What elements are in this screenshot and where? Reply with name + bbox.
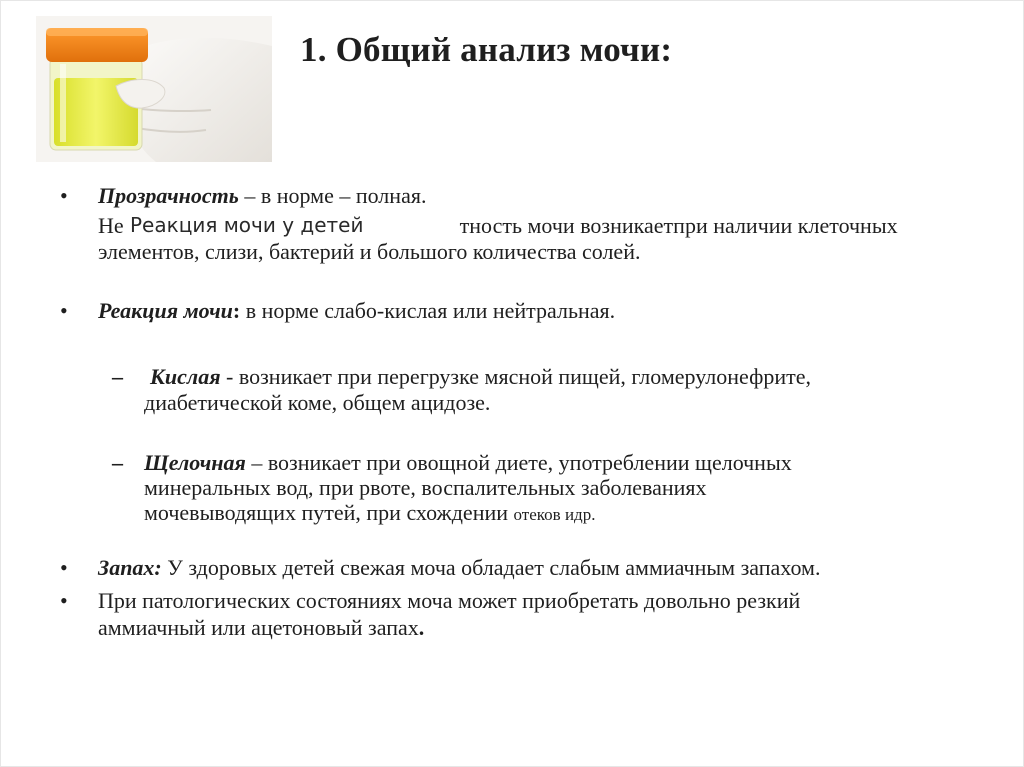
transparency-line-2-start: Не — [98, 213, 124, 238]
smell-line — [98, 555, 820, 581]
reaction-rest: в норме слабо-кислая или нейтральная. — [240, 298, 616, 323]
alkaline-term: Щелочная — [144, 450, 246, 475]
slide-title: 1. Общий анализ мочи: — [300, 30, 673, 69]
alkaline-line-2: минеральных вод, при рвоте, воспалительных заболеваниях — [144, 475, 707, 500]
alkaline-line-1 — [144, 450, 792, 476]
acidic-rest: - возникает при перегрузке мясной пищей, гломерулонефрите, — [220, 364, 811, 389]
smell-term: Запах: — [98, 555, 162, 580]
alkaline-rest: – возникает при овощной диете, употреблении щелочных — [245, 450, 792, 475]
alkaline-line-3 — [144, 500, 595, 528]
transparency-line-1 — [98, 183, 426, 209]
bullet-marker: • — [60, 298, 68, 323]
reaction-term: Реакция мочи — [98, 298, 233, 323]
urine-container-illustration — [36, 16, 272, 162]
reaction-line — [98, 298, 615, 324]
dash-marker: – — [112, 364, 123, 389]
transparency-term: Прозрачность — [98, 183, 239, 208]
pathology-line-1: При патологических состояниях моча может приобретать довольно резкий — [98, 588, 801, 613]
acidic-line-1 — [150, 364, 811, 390]
transparency-rest: – в норме – полная. — [238, 183, 427, 208]
urine-sample-photo — [36, 16, 272, 162]
dash-marker: – — [112, 450, 123, 475]
pathology-line-2 — [98, 615, 424, 641]
transparency-line-2-end: тность мочи возникаетпри наличии клеточных — [459, 213, 898, 238]
bullet-marker: • — [60, 183, 68, 208]
overlapping-caption: Реакция мочи у детей — [130, 213, 364, 237]
acidic-term: Кислая — [150, 364, 221, 389]
transparency-line-3: элементов, слизи, бактерий и большого количества солей. — [98, 239, 641, 264]
alkaline-line-3-main: мочевыводящих путей, при схождении — [144, 500, 514, 525]
reaction-colon: : — [232, 298, 241, 323]
pathology-line-2-main: аммиачный или ацетоновый запах — [98, 615, 419, 640]
bullet-marker: • — [60, 588, 68, 613]
smell-rest: У здоровых детей свежая моча обладает слабым аммиачным запахом. — [161, 555, 821, 580]
bullet-marker: • — [60, 555, 68, 580]
acidic-line-2: диабетической коме, общем ацидозе. — [144, 390, 491, 415]
pathology-line-2-end: . — [418, 615, 425, 640]
alkaline-line-3-small: отеков идр. — [513, 505, 596, 524]
